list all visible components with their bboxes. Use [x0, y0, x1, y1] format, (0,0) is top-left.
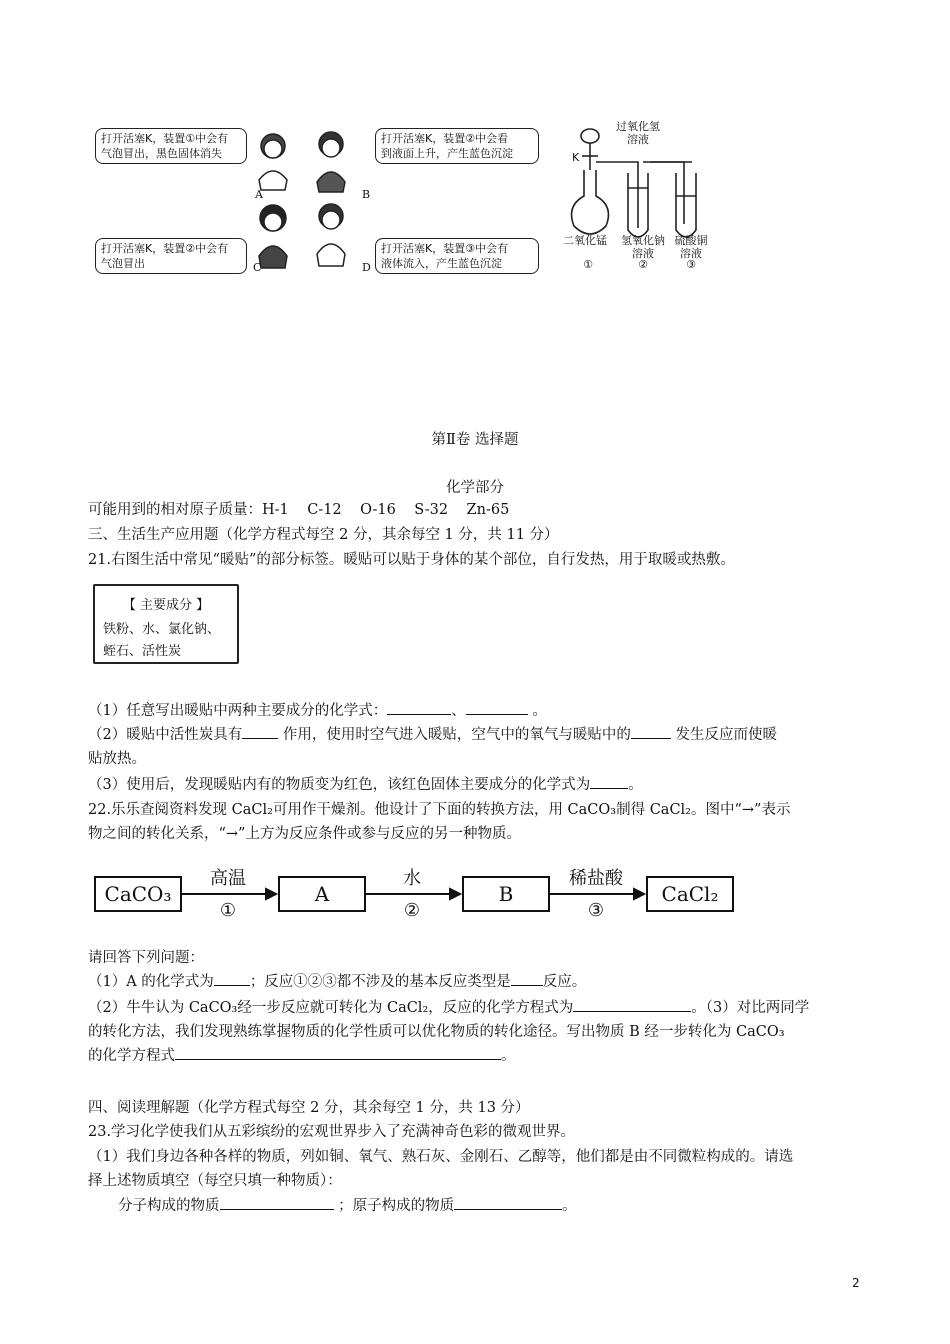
q22-sub1-text-a: （1）A 的化学式为 [88, 974, 214, 990]
q22-sub2 [88, 997, 809, 1019]
q21-sub2-text-c: 发生反应而使暖 [670, 727, 777, 743]
kid-d-figure [317, 204, 345, 266]
q23-stem: 23.学习化学使我们从五彩缤纷的宏观世界步入了充满神奇色彩的微观世界。 [88, 1124, 576, 1140]
q21-sub1-end: 。 [527, 703, 547, 719]
q22-sub3-line3 [88, 1045, 516, 1067]
funnel-label [608, 120, 668, 146]
tube3-label-text: 硫酸铜 溶液 [674, 234, 708, 260]
q22-blank-1[interactable] [214, 971, 250, 986]
flask-label-text: 二氧化锰 [563, 234, 607, 247]
q22-sub3-end: 。 [501, 1048, 516, 1064]
bubble-a-text: 打开活塞K，装置①中会有 气泡冒出，黑色固体消失 [101, 132, 229, 160]
flow-box-b: B [462, 876, 550, 912]
ingredients-title: 【 主要成分 】 [122, 598, 210, 613]
ingredients-label-box [93, 584, 239, 664]
number-1: ① [583, 258, 593, 271]
q22-blank-2[interactable] [511, 971, 543, 986]
part4-title: 四、阅读理解题（化学方程式每空 2 分，其余每空 1 分，共 13 分） [88, 1100, 530, 1116]
q21-sub1-sep: 、 [451, 703, 466, 719]
flow-step-1: ① [219, 900, 237, 921]
kid-c-figure [259, 205, 287, 268]
q22-sub1-text-b: ；反应①②③都不涉及的基本反应类型是 [249, 974, 511, 990]
tube2-label-text: 氢氧化钠 溶液 [621, 234, 665, 260]
q23-blank-1[interactable] [220, 1195, 334, 1210]
funnel-label-text: 过氧化氢 溶液 [616, 120, 660, 146]
kid-label-b: B [362, 188, 371, 201]
number-2: ② [638, 258, 648, 271]
page-number: 2 [852, 1276, 860, 1290]
q22-sub1 [88, 971, 586, 993]
atomic-mass-line: 可能用到的相对原子质量：H-1 C-12 O-16 S-32 Zn-65 [88, 502, 510, 518]
q22-stem-2: 物之间的转化关系，“→”上方为反应条件或参与反应的另一种物质。 [88, 826, 521, 842]
kids-illustration [245, 118, 370, 288]
q22-stem-1: 22.乐乐查阅资料发现 CaCl₂可用作干燥剂。他设计了下面的转换方法，用 CaCO₃制得 CaCl₂。图中“→”表示 [88, 802, 791, 818]
flow-box-caco3: CaCO₃ [94, 876, 182, 912]
q23-sub1-line2: 择上述物质填空（每空只填一种物质）： [88, 1173, 342, 1189]
q21-blank-4[interactable] [631, 724, 671, 739]
q22-sub2-text-b: 。（3）对比两同学 [691, 1000, 810, 1016]
q23-sub1-line1: （1）我们身边各种各样的物质，列如铜、氧气、熟石灰、金刚石、乙醇等，他们都是由不同微粒构成的。请选 [88, 1149, 794, 1165]
speech-bubble-a [95, 128, 247, 164]
speech-bubble-b [375, 128, 539, 164]
q21-blank-5[interactable] [590, 774, 628, 789]
flask-label [560, 234, 610, 247]
q21-sub3-text: （3）使用后，发现暖贴内有的物质变为红色，该红色固体主要成分的化学式为 [88, 777, 591, 793]
flow-condition-2: 水 [403, 868, 421, 889]
flow-condition-3: 稀盐酸 [569, 868, 623, 889]
kid-a-figure [259, 134, 287, 190]
q21-blank-1[interactable] [387, 700, 451, 715]
q21-sub1-text: （1）任意写出暖贴中两种主要成分的化学式： [88, 703, 388, 719]
q22-sub3-text: 的化学方程式 [88, 1048, 175, 1064]
q23-end: 。 [562, 1198, 577, 1214]
q22-blank-3[interactable] [573, 997, 691, 1012]
ingredients-line2: 蛭石、活性炭 [103, 644, 182, 659]
q21-sub1 [88, 700, 547, 722]
bubble-d-text: 打开活塞K，装置③中会有 液体流入，产生蓝色沉淀 [381, 242, 509, 270]
bubble-b-text: 打开活塞K，装置②中会看 到液面上升，产生蓝色沉淀 [381, 132, 513, 160]
q23-text-a: 分子构成的物质 [118, 1198, 220, 1214]
kid-label-c: C [253, 261, 262, 274]
kid-b-figure [317, 132, 345, 192]
flow-step-3: ③ [587, 900, 605, 921]
kid-label-a: A [255, 188, 263, 201]
q22-prompt: 请回答下列问题： [88, 950, 204, 966]
speech-bubble-d [375, 238, 539, 274]
q22-sub1-text-c: 反应。 [542, 974, 587, 990]
q22-sub2-text-a: （2）牛牛认为 CaCO₃经一步反应就可转化为 CaCl₂，反应的化学方程式为 [88, 1000, 574, 1016]
flow-box-cacl2: CaCl₂ [646, 876, 734, 912]
q21-sub2-text-b: 作用，使用时空气进入暖贴，空气中的氧气与暖贴中的 [278, 727, 631, 743]
speech-bubble-c [95, 238, 247, 274]
flow-condition-1: 高温 [210, 868, 246, 889]
subject-title: 化学部分 [446, 480, 504, 496]
tube3-label [666, 234, 716, 260]
valve-k-label: K [572, 151, 580, 164]
q21-sub3-end: 。 [628, 777, 643, 793]
section-title: 第Ⅱ卷 选择题 [431, 432, 519, 448]
ingredients-line1: 铁粉、水、氯化钠、 [103, 622, 221, 637]
conversion-flow-diagram [90, 862, 750, 932]
q21-sub2 [88, 724, 777, 746]
flow-box-a: A [278, 876, 366, 912]
q23-blank-2[interactable] [454, 1195, 562, 1210]
bubble-c-text: 打开活塞K，装置②中会有 气泡冒出 [101, 242, 229, 270]
part3-title: 三、生活生产应用题（化学方程式每空 2 分，其余每空 1 分，共 11 分） [88, 527, 559, 543]
tube2-label [618, 234, 668, 260]
q23-sub1-line3 [118, 1195, 577, 1217]
q22-sub3-line2: 的转化方法，我们发现熟练掌握物质的化学性质可以优化物质的转化途径。写出物质 B 经一步转化为 CaCO₃ [88, 1024, 785, 1040]
q22-blank-4[interactable] [175, 1045, 501, 1060]
top-figure [90, 118, 730, 288]
q23-text-b: ；原子构成的物质 [333, 1198, 455, 1214]
q21-stem: 21.右图生活中常见“暖贴”的部分标签。暖贴可以贴于身体的某个部位，自行发热，用于取暖或热敷。 [88, 552, 735, 568]
q21-sub2-cont: 贴放热。 [88, 751, 146, 767]
kid-label-d: D [362, 261, 371, 274]
q21-sub2-text-a: （2）暖贴中活性炭具有 [88, 727, 243, 743]
q21-sub3 [88, 774, 643, 796]
flow-step-2: ② [403, 900, 421, 921]
number-3: ③ [686, 258, 696, 271]
q21-blank-3[interactable] [242, 724, 278, 739]
q21-blank-2[interactable] [466, 700, 528, 715]
